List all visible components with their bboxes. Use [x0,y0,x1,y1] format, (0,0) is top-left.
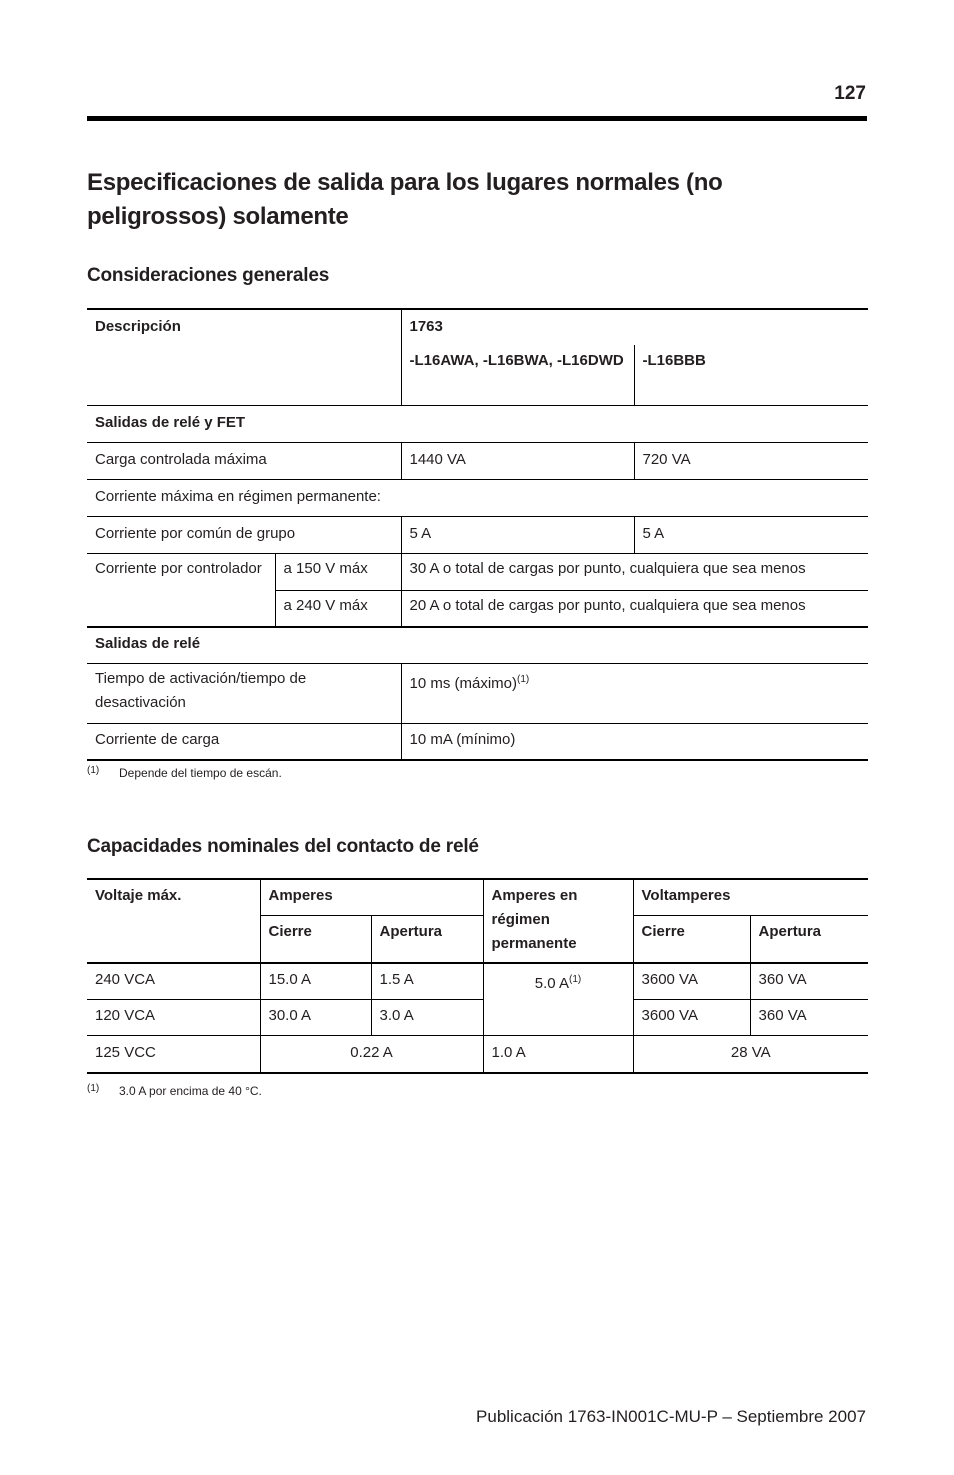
header-col-b: -L16BBB [634,345,868,406]
table-header-row [87,309,868,345]
table-row [87,724,868,761]
cell-label: Corriente por controlador [87,554,275,628]
cell-amp-cierre: 30.0 A [260,1000,371,1036]
footnote [87,766,282,780]
page-title: Especificaciones de salida para los lugares normales (no peligrossos) solamente [87,169,723,230]
table-row [87,406,868,443]
header-descripcion: Descripción [87,309,401,406]
table-row [87,963,868,1000]
header-model: 1763 [401,309,868,345]
table-row [87,627,868,664]
header-voltamperes: Voltamperes [633,879,868,916]
cell-label: Corriente por común de grupo [87,517,401,554]
footnote-mark: (1) [87,1083,100,1094]
header-voltaje: Voltaje máx. [87,879,260,963]
footnote-reference: (1) [517,674,530,685]
cell-value: 10 mA (mínimo) [401,724,868,761]
cell-va-apertura: 360 VA [750,1000,868,1036]
header-amp-apertura: Apertura [371,916,483,964]
cell-voltaje: 125 VCC [87,1036,260,1074]
table-row [87,1036,868,1074]
header-amperes: Amperes [260,879,483,916]
cell-value: 5 A [401,517,634,554]
table-row [87,517,868,554]
cell-sublabel: a 240 V máx [275,591,401,628]
table-header-row [87,879,868,916]
cell-value: 30 A o total de cargas por punto, cualquiera que sea menos [401,554,868,591]
footnote [87,1084,262,1098]
cell-perm-ac [483,963,633,1036]
publication-footer: Publicación 1763-IN001C-MU-P – Septiembre 2007 [476,1407,866,1426]
cell-value [401,664,868,724]
table-row [87,1000,868,1036]
cell-perm-dc: 1.0 A [483,1036,633,1074]
header-va-apertura: Apertura [750,916,868,964]
cell-voltaje: 240 VCA [87,963,260,1000]
header-va-cierre: Cierre [633,916,750,964]
cell-amp-cierre: 15.0 A [260,963,371,1000]
header-amperes-permanente: Amperes en régimen permanente [483,879,633,963]
table-row [87,480,868,517]
cell-label: Corriente máxima en régimen permanente: [87,480,868,517]
cell-value: 1440 VA [401,443,634,480]
table-row [87,664,868,724]
group-heading-rele: Salidas de relé [87,627,868,664]
cell-va-cierre: 3600 VA [633,1000,750,1036]
cell-va-apertura: 360 VA [750,963,868,1000]
page-number: 127 [834,83,866,104]
top-rule [87,116,867,121]
cell-amp-apertura: 3.0 A [371,1000,483,1036]
perm-ac-value: 5.0 A [534,975,569,992]
cell-label: Corriente de carga [87,724,401,761]
section-heading-general: Consideraciones generales [87,265,330,286]
relay-contact-ratings-table [87,878,868,1074]
cell-label: Tiempo de activación/tiempo de desactivación [87,664,401,724]
cell-voltamperes: 28 VA [633,1036,868,1074]
header-col-a: -L16AWA, -L16BWA, -L16DWD [401,345,634,406]
cell-va-cierre: 3600 VA [633,963,750,1000]
section-heading-relay-ratings: Capacidades nominales del contacto de relé [87,836,479,857]
cell-amperes: 0.22 A [260,1036,483,1074]
cell-value: 720 VA [634,443,868,480]
cell-value: 20 A o total de cargas por punto, cualquiera que sea menos [401,591,868,628]
cell-voltaje: 120 VCA [87,1000,260,1036]
footnote-text: Depende del tiempo de escán. [119,766,282,780]
cell-amp-apertura: 1.5 A [371,963,483,1000]
cell-value: 5 A [634,517,868,554]
footnote-reference: (1) [569,974,582,985]
group-heading-rele-fet: Salidas de relé y FET [87,406,868,443]
table-row [87,443,868,480]
table-row [87,554,868,591]
cell-label: Carga controlada máxima [87,443,401,480]
general-considerations-table [87,308,868,761]
header-amp-cierre: Cierre [260,916,371,964]
cell-sublabel: a 150 V máx [275,554,401,591]
footnote-text: 3.0 A por encima de 40 °C. [119,1084,262,1098]
tiempo-value: 10 ms (máximo) [409,675,518,692]
footnote-mark: (1) [87,765,100,776]
